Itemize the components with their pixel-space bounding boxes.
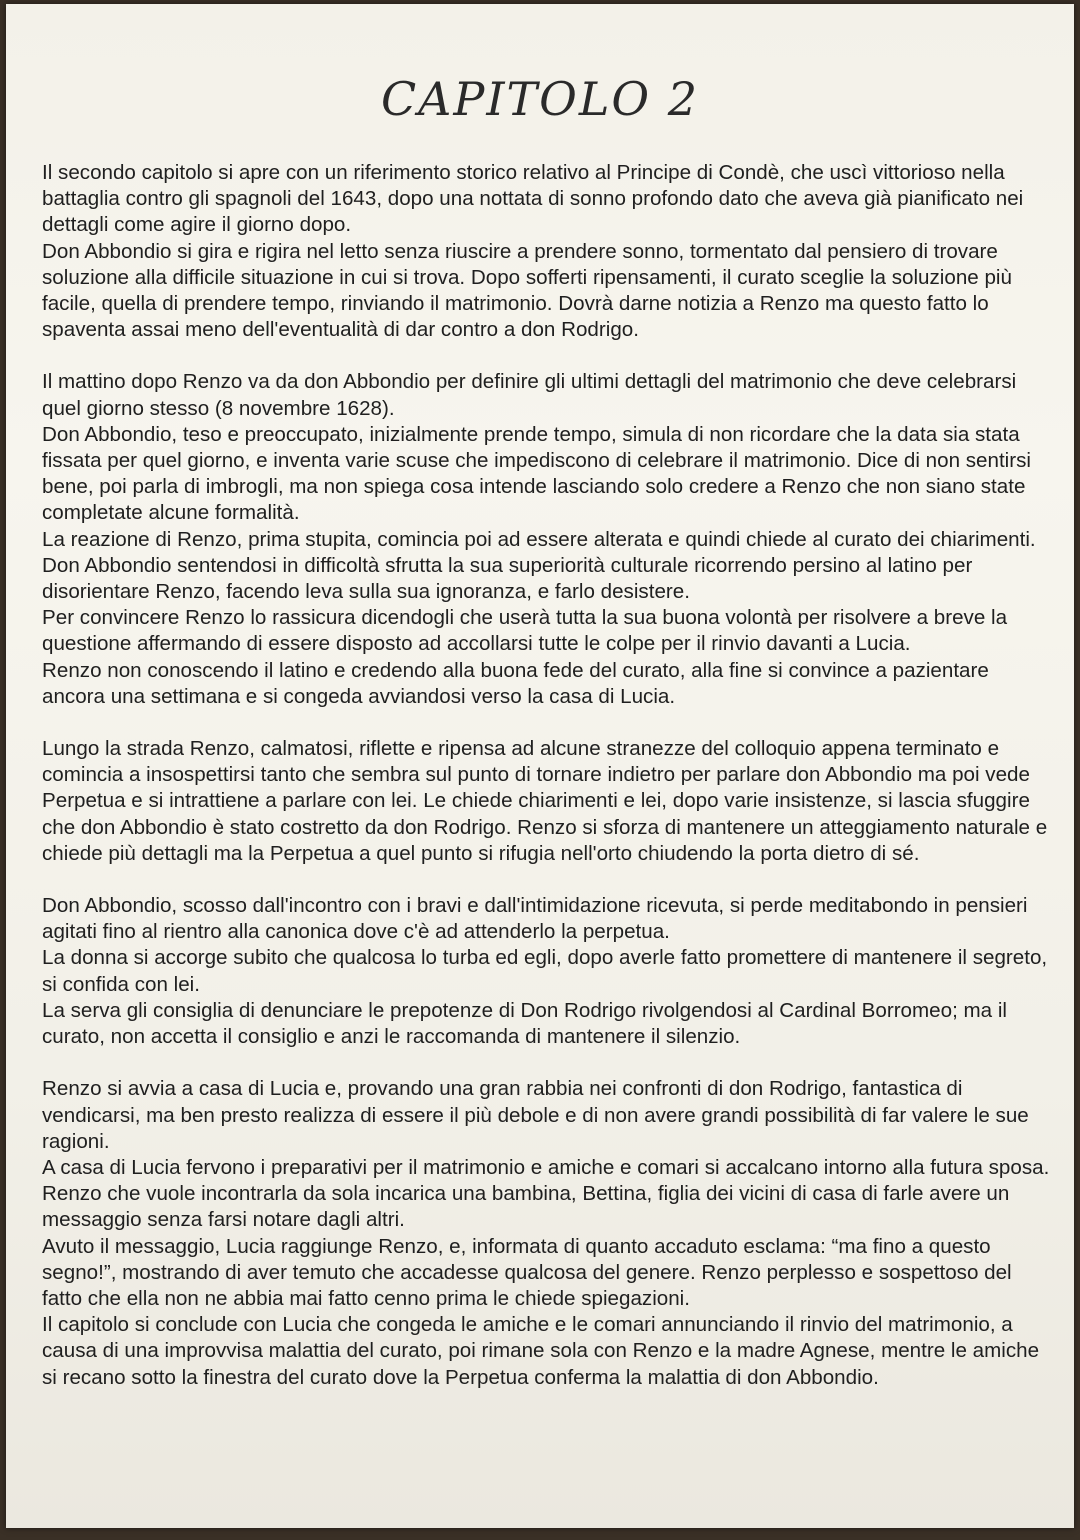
- paragraph: Renzo si avvia a casa di Lucia e, provando una gran rabbia nei confronti di don Rodrigo, fantastica di vendicarsi, ma ben presto realizza di essere il più debole e di non avere grandi possibilità di far valere le sue ragioni.: [42, 1077, 1029, 1153]
- paragraph: La serva gli consiglia di denunciare le prepotenze di Don Rodrigo rivolgendosi al Cardinal Borromeo; ma il curato, non accetta il consiglio e anzi le raccomanda di mantenere il silenzio.: [42, 998, 1008, 1049]
- paragraph: Per convincere Renzo lo rassicura dicendogli che userà tutta la sua buona volontà per risolvere a breve la questione affermando di essere disposto ad accollarsi tutte le colpe per il rinvio davanti a Lucia.: [42, 606, 1008, 656]
- document-page: [6, 4, 1074, 1528]
- paragraph: Don Abbondio si gira e rigira nel letto senza riuscire a prendere sonno, tormentato dal pensiero di trovare soluzione alla difficile situazione in cui si trova. Dopo sofferti ripensamenti, il curato sceglie la soluzione più facile, quella di prendere tempo, rinviando il matrimonio. Dovrà darne notizia a Renzo ma questo fatto lo spaventa assai meno dell'eventualità di dar contro a don Rodrigo.: [42, 239, 1012, 342]
- paragraph: La donna si accorge subito che qualcosa lo turba ed egli, dopo averle fatto promettere di mantenere il segreto, si confida con lei.: [42, 946, 1048, 996]
- paragraph: Il mattino dopo Renzo va da don Abbondio per definire gli ultimi dettagli del matrimonio che deve celebrarsi quel giorno stesso (8 novembre 1628).: [42, 370, 1017, 420]
- paragraph: Renzo non conoscendo il latino e credendo alla buona fede del curato, alla fine si convince a pazientare ancora una settimana e si congeda avviandosi verso la casa di Lucia.: [42, 658, 989, 708]
- paragraph: Il secondo capitolo si apre con un riferimento storico relativo al Principe di Condè, che uscì vittorioso nella battaglia contro gli spagnoli del 1643, dopo una nottata di sonno profondo dato che aveva già pianificato nei dettagli come agire il giorno dopo.: [42, 161, 1024, 237]
- paragraph: La reazione di Renzo, prima stupita, comincia poi ad essere alterata e quindi chiede al curato dei chiarimenti. Don Abbondio sentendosi in difficoltà sfrutta la sua superiorità culturale ricorrendo persino al latino per disorientare Renzo, facendo leva sulla sua ignoranza, e farlo desistere.: [42, 527, 1036, 604]
- paragraph: Lungo la strada Renzo, calmatosi, riflette e ripensa ad alcune stranezze del colloquio appena terminato e comincia a insospettirsi tanto che sembra sul punto di tornare indietro per parlare don Abbondio ma poi vede Perpetua e si intrattiene a parlare con lei. Le chiede chiarimenti e lei, dopo varie insistenze, si lascia sfuggire che don Abbondio è stato costretto da don Rodrigo. Renzo si sforza di mantenere un atteggiamento naturale e chiede più dettagli ma la Perpetua a quel punto si rifugia nell'orto chiudendo la porta dietro di sé.: [42, 737, 1048, 865]
- paragraph: Avuto il messaggio, Lucia raggiunge Renzo, e, informata di quanto accaduto esclama: “ma fino a questo segno!”, mostrando di aver temuto che accadesse qualcosa del genere. Renzo perplesso e sospettoso del fatto che ella non ne abbia mai fatto cenno prima le chiede spiegazioni.: [42, 1234, 1012, 1310]
- paragraph: A casa di Lucia fervono i preparativi per il matrimonio e amiche e comari si accalcano intorno alla futura sposa. Renzo che vuole incontrarla da sola incarica una bambina, Bettina, figlia dei vicini di casa di farle avere un messaggio senza farsi notare dagli altri.: [42, 1155, 1050, 1232]
- paragraph: Don Abbondio, scosso dall'incontro con i bravi e dall'intimidazione ricevuta, si perde meditabondo in pensieri agitati fino al rientro alla canonica dove c'è ad attenderlo la perpetua.: [42, 894, 1028, 944]
- paragraph: Don Abbondio, teso e preoccupato, inizialmente prende tempo, simula di non ricordare che la data sia stata fissata per quel giorno, e inventa varie scuse che impediscono di celebrare il matrimonio. Dice di non sentirsi bene, poi parla di imbrogli, ma non spiega cosa intende lasciando solo credere a Renzo che non siano state completate alcune formalità.: [42, 422, 1031, 525]
- page-title: CAPITOLO 2: [380, 72, 700, 126]
- paragraph: Il capitolo si conclude con Lucia che congeda le amiche e le comari annunciando il rinvio del matrimonio, a causa di una improvvisa malattia del curato, poi rimane sola con Renzo e la madre Agnese, mentre le amiche si recano sotto la finestra del curato dove la Perpetua conferma la malattia di don Abbondio.: [42, 1313, 1040, 1389]
- document-body: [42, 160, 1052, 1391]
